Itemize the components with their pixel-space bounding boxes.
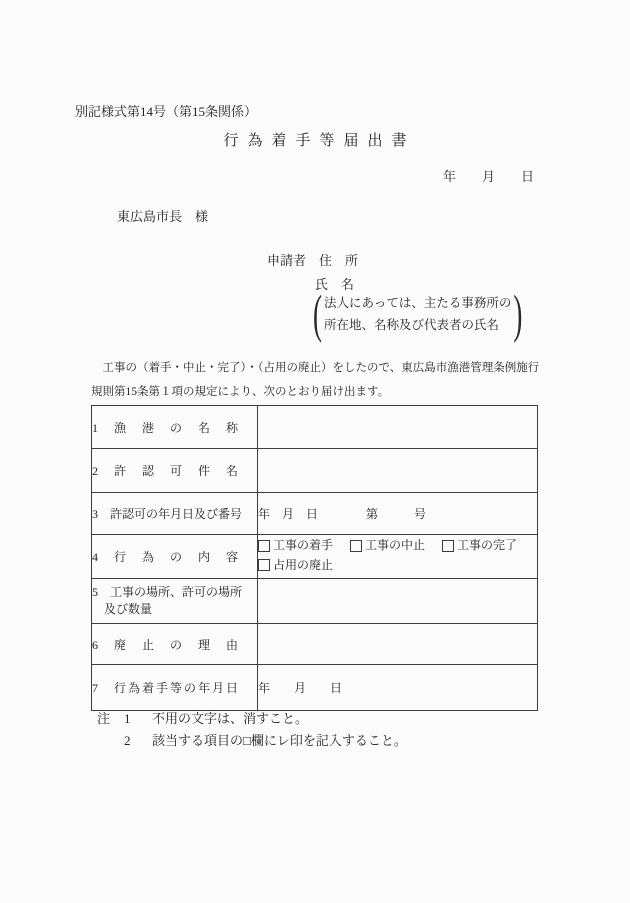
checkbox-icon [442,540,454,552]
row6-label: 6 廃 止 の 理 由 [92,624,258,665]
applicant-address-label: 申請者 住 所 [267,253,359,268]
option-work-suspend-label: 工事の中止 [365,538,426,552]
corporate-note-line2: 所在地、名称及び代表者の氏名 [324,318,500,332]
table-row-action-content [92,535,538,579]
table-row-permit-case-name [92,449,538,493]
form-code: 別記様式第14号（第15条関係） [75,104,258,119]
note2-number: 2 [124,733,131,748]
row4-label: 4 行 為 の 内 容 [92,535,258,579]
row6-value [258,624,538,665]
option-work-suspend [350,537,425,554]
row2-value [258,449,538,493]
option-work-complete-label: 工事の完了 [457,538,518,552]
row2-label: 2 許 認 可 件 名 [92,449,258,493]
table-row-work-location [92,579,538,624]
corporate-note [313,284,523,344]
document-title: 行為着手等届出書 [223,133,416,149]
close-paren: ) [513,284,523,344]
table-row-permit-date-number [92,493,538,535]
option-occupancy-abolish [258,557,333,574]
note-item-2 [97,730,407,752]
option-work-start [258,537,333,554]
corporate-note-line1: 法人にあっては、主たる事務所の [324,296,512,310]
row5-label [92,579,258,624]
row3-label: 3 許認可の年月日及び番号 [92,493,258,535]
row4-value [258,535,538,579]
checkbox-icon [350,540,362,552]
row5-label-line2: 及び数量 [92,602,153,616]
note1-text: 不用の文字は、消すこと。 [152,711,309,726]
option-occupancy-abolish-label: 占用の廃止 [273,557,334,572]
addressee: 東広島市長 様 [117,209,209,224]
form-table [91,405,538,711]
checkbox-icon [258,559,270,571]
table-row-fishing-port-name [92,406,538,449]
body-line1: 工事の（着手・中止・完了）・（占用の廃止）をしたので、東広島市漁港管理条例施行 [91,362,540,374]
note-prefix: 注 [97,711,111,726]
applicant-name-label: 氏 名 [315,277,355,292]
date-line: 年 月 日 [442,169,534,184]
option-work-start-label: 工事の着手 [273,538,334,552]
table-row-commencement-date [92,665,538,711]
row1-label: 1 漁 港 の 名 称 [92,406,258,449]
note-item-1 [97,708,407,730]
table-row-abolition-reason [92,624,538,665]
row7-label: 7 行為着手等の年月日 [92,665,258,711]
row5-label-line1: 5 工事の場所、許可の場所 [92,585,243,599]
row5-value [258,579,538,624]
note1-number: 1 [124,711,131,726]
open-paren: ( [313,284,322,344]
option-work-complete [442,537,517,554]
body-line2: 規則第15条第１項の規定により、次のとおり届け出ます。 [91,386,390,398]
notes-section [97,708,407,752]
row3-value: 年 月 日 第 号 [258,493,538,535]
checkbox-icon [258,540,270,552]
body-paragraph [91,356,539,404]
row1-value [258,406,538,449]
row7-value: 年 月 日 [258,665,538,711]
note2-text: 該当する項目の□欄にレ印を記入すること。 [152,733,407,748]
